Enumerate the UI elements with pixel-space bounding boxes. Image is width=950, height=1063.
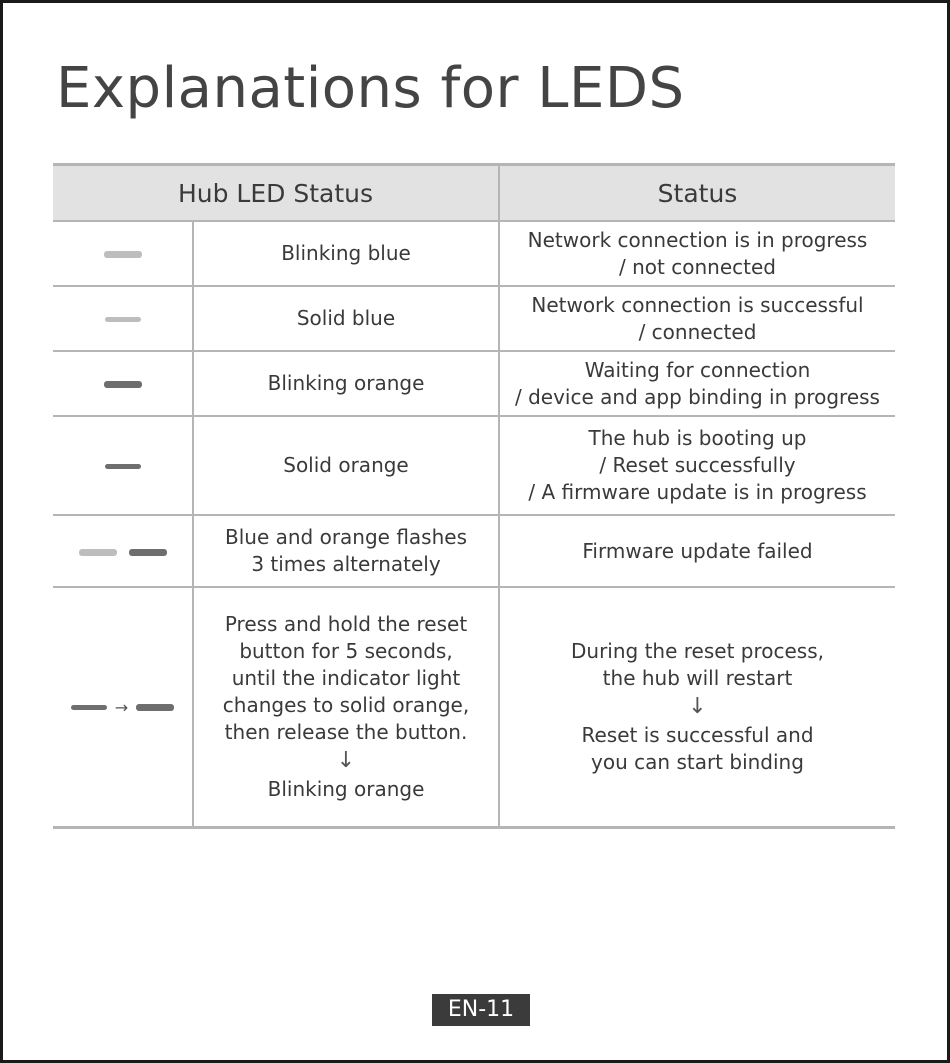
status-line: / connected xyxy=(638,319,757,344)
solid-orange-led-icon xyxy=(53,416,193,515)
status-result-line: Reset is successful and xyxy=(581,722,814,747)
header-status: Status xyxy=(499,165,895,222)
table-row xyxy=(53,221,895,286)
led-line: changes to solid orange, xyxy=(222,692,470,717)
table-header-row xyxy=(53,165,895,222)
status-line: the hub will restart xyxy=(602,665,793,690)
led-result: Blinking orange xyxy=(267,776,425,801)
page-number-badge: EN-11 xyxy=(432,994,530,1026)
led-line: Blue and orange flashes xyxy=(224,525,468,549)
led-line: Press and hold the reset xyxy=(224,611,468,636)
status-line: / device and app binding in progress xyxy=(515,384,880,409)
status-cell xyxy=(499,286,895,351)
led-line: button for 5 seconds, xyxy=(239,638,453,663)
status-line: The hub is booting up xyxy=(588,426,807,450)
led-status-cell xyxy=(193,515,499,587)
header-hub-led-status: Hub LED Status xyxy=(53,165,499,222)
status-cell: Firmware update failed xyxy=(499,515,895,587)
down-arrow-icon: ↓ xyxy=(336,747,356,773)
status-line: During the reset process, xyxy=(571,638,824,663)
led-status-cell: Blinking orange xyxy=(193,351,499,416)
led-status-cell: Solid orange xyxy=(193,416,499,515)
page-title: Explanations for LEDS xyxy=(56,56,685,121)
led-status-table xyxy=(53,163,895,829)
led-status-cell: Blinking blue xyxy=(193,221,499,286)
status-line: Network connection is successful xyxy=(531,292,864,317)
status-result-line: you can start binding xyxy=(591,749,804,774)
led-line: until the indicator light xyxy=(231,665,461,690)
solid-blue-led-icon xyxy=(53,286,193,351)
status-line: Network connection is in progress xyxy=(527,227,868,252)
led-status-cell xyxy=(193,587,499,827)
led-line: then release the button. xyxy=(224,719,468,744)
status-line: Waiting for connection xyxy=(584,357,811,382)
table-row xyxy=(53,286,895,351)
table-row xyxy=(53,351,895,416)
status-cell xyxy=(499,416,895,515)
status-cell xyxy=(499,587,895,827)
down-arrow-icon: ↓ xyxy=(688,693,707,719)
table-row xyxy=(53,515,895,587)
led-status-cell: Solid blue xyxy=(193,286,499,351)
blinking-orange-led-icon xyxy=(53,351,193,416)
arrow-right-icon: → xyxy=(114,697,129,717)
table-row xyxy=(53,416,895,515)
blue-orange-alternating-led-icon xyxy=(53,515,193,587)
status-line: / A firmware update is in progress xyxy=(528,480,867,504)
blinking-blue-led-icon xyxy=(53,221,193,286)
status-cell xyxy=(499,351,895,416)
table-row xyxy=(53,587,895,827)
reset-sequence-led-icon xyxy=(53,587,193,827)
status-line: / Reset successfully xyxy=(599,453,796,477)
led-line: 3 times alternately xyxy=(251,552,441,576)
status-line: / not connected xyxy=(619,254,776,279)
status-cell xyxy=(499,221,895,286)
